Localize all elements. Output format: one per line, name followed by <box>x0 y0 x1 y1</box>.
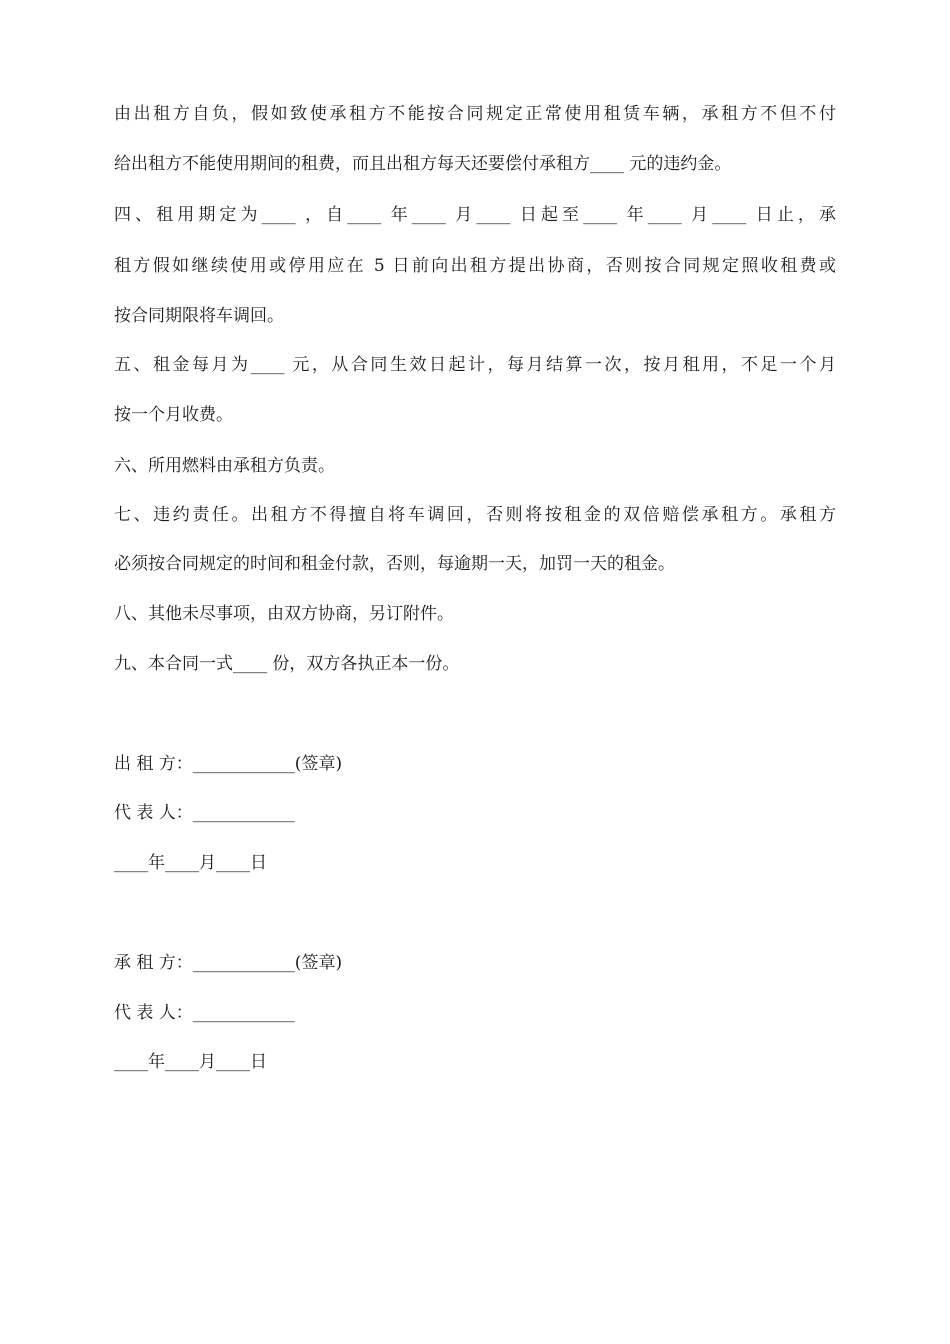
clause-7-line-2: 必须按合同规定的时间和租金付款，否则，每逾期一天，加罚一天的租金。 <box>114 554 675 574</box>
lessee-date-line: ____年____月____日 <box>114 1052 267 1072</box>
clause-5-line-2: 按一个月收费。 <box>114 405 233 425</box>
clause-8-line-1: 八、其他未尽事项，由双方协商，另订附件。 <box>114 604 454 624</box>
lessee-representative-line: 代 表 人：____________ <box>114 1003 295 1023</box>
clause-7-line-1: 七、违约责任。出租方不得擅自将车调回，否则将按租金的双倍赔偿承租方。承租方 <box>114 505 836 525</box>
clause-9-line-1: 九、本合同一式____ 份，双方各执正本一份。 <box>114 654 460 674</box>
lessor-date-line: ____年____月____日 <box>114 853 267 873</box>
clause-5-line-1: 五、租金每月为____ 元，从合同生效日起计，每月结算一次，按月租用，不足一个月 <box>114 355 836 375</box>
clause-4-line-3: 按合同期限将车调回。 <box>114 306 284 326</box>
clause-4-line-2: 租方假如继续使用或停用应在 5 日前向出租方提出协商，否则按合同规定照收租费或 <box>114 256 836 276</box>
lessor-signature-line: 出 租 方：____________(签章) <box>114 754 343 774</box>
clause-4-line-1: 四、租用期定为____ ，自____ 年____ 月____ 日起至____ 年____ 月____ 日止，承 <box>114 205 836 225</box>
clause-6-line-1: 六、所用燃料由承租方负责。 <box>114 456 335 476</box>
clause-3-continuation-line-1: 由出租方自负，假如致使承租方不能按合同规定正常使用租赁车辆，承租方不但不付 <box>114 104 836 124</box>
lessee-signature-line: 承 租 方：____________(签章) <box>114 953 343 973</box>
clause-3-continuation-line-2: 给出租方不能使用期间的租费，而且出租方每天还要偿付承租方____ 元的违约金。 <box>114 154 732 174</box>
lessor-representative-line: 代 表 人：____________ <box>114 803 295 823</box>
